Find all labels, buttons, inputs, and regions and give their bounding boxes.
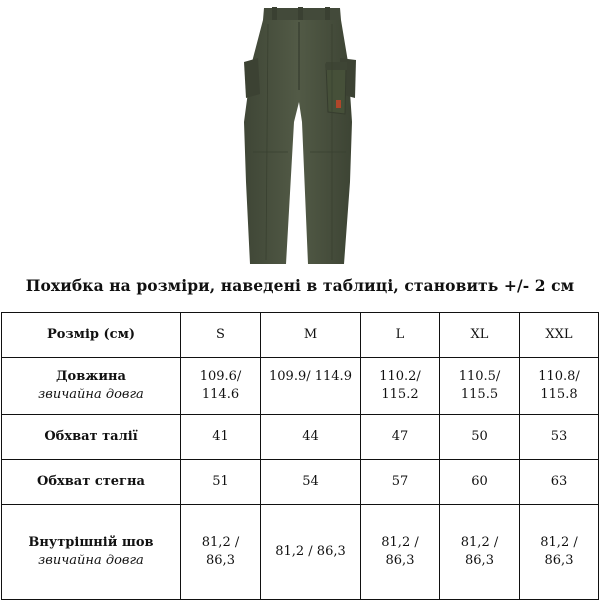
cell-hips-s: 51 <box>181 460 261 505</box>
cell-length-m: 109.9/ 114.9 <box>261 358 361 415</box>
row-label-hips: Обхват стегна <box>2 460 181 505</box>
cell-length-xl: 110.5/ 115.5 <box>440 358 520 415</box>
cell-waist-xl: 50 <box>440 415 520 460</box>
row-label-inseam: Внутрішній шов звичайна довга <box>2 505 181 600</box>
size-table <box>1 312 599 600</box>
table-header-row <box>2 313 599 358</box>
cell-length-xxl: 110.8/ 115.8 <box>520 358 599 415</box>
product-image-area <box>0 0 600 272</box>
size-column-m: M <box>261 313 361 358</box>
tolerance-note: Похибка на розміри, наведені в таблиці, становить +/- 2 см <box>25 276 575 295</box>
size-column-xl: XL <box>440 313 520 358</box>
table-row-length <box>2 358 599 415</box>
size-column-s: S <box>181 313 261 358</box>
table-row-hips <box>2 460 599 505</box>
size-column-l: L <box>361 313 440 358</box>
pants-image <box>228 2 372 270</box>
cell-hips-xl: 60 <box>440 460 520 505</box>
cell-waist-xxl: 53 <box>520 415 599 460</box>
row-label-length: Довжина звичайна довга <box>2 358 181 415</box>
size-header-label: Розмір (см) <box>2 313 181 358</box>
cell-length-s: 109.6/ 114.6 <box>181 358 261 415</box>
cell-waist-l: 47 <box>361 415 440 460</box>
cell-waist-s: 41 <box>181 415 261 460</box>
cell-hips-m: 54 <box>261 460 361 505</box>
cell-hips-xxl: 63 <box>520 460 599 505</box>
cell-inseam-s: 81,2 / 86,3 <box>181 505 261 600</box>
row-label-waist: Обхват талії <box>2 415 181 460</box>
cell-inseam-xl: 81,2 / 86,3 <box>440 505 520 600</box>
cell-inseam-l: 81,2 / 86,3 <box>361 505 440 600</box>
table-row-inseam <box>2 505 599 600</box>
cell-waist-m: 44 <box>261 415 361 460</box>
cell-inseam-m: 81,2 / 86,3 <box>261 505 361 600</box>
cell-inseam-xxl: 81,2 / 86,3 <box>520 505 599 600</box>
cell-hips-l: 57 <box>361 460 440 505</box>
table-row-waist <box>2 415 599 460</box>
size-column-xxl: XXL <box>520 313 599 358</box>
cell-length-l: 110.2/ 115.2 <box>361 358 440 415</box>
